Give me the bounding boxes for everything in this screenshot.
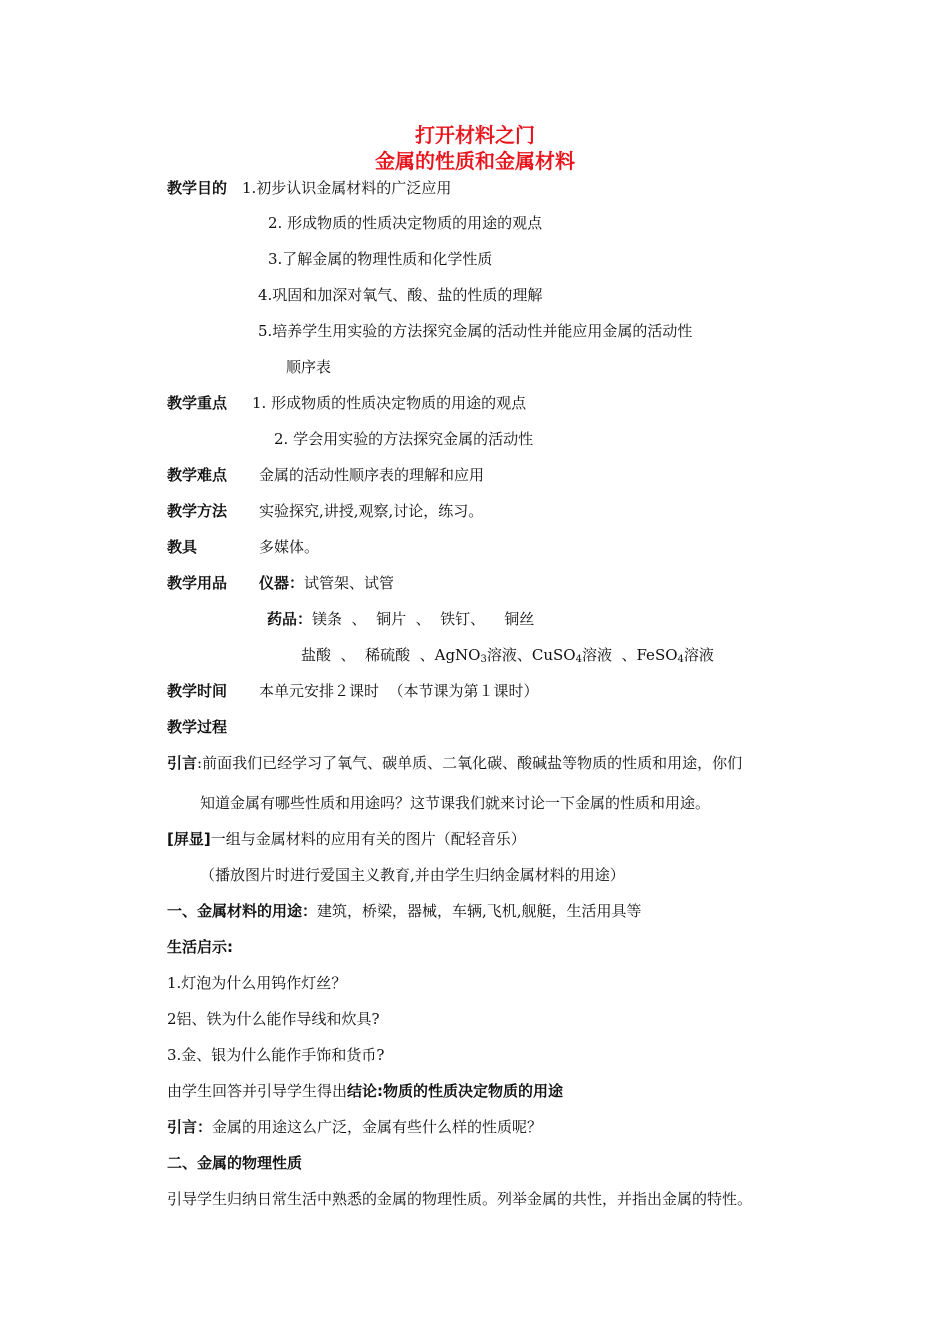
objective-item: 5.培养学生用实验的方法探究金属的活动性并能应用金属的活动性 xyxy=(258,322,693,340)
section-1-heading: 一、金属材料的用途： xyxy=(167,902,318,920)
subscript: 3 xyxy=(480,654,487,665)
document-title: 打开材料之门 xyxy=(415,123,535,147)
life-inspiration-heading: 生活启示: xyxy=(167,938,233,956)
conclusion-prefix: 由学生回答并引导学生得出 xyxy=(167,1082,348,1100)
key-points-label: 教学重点 xyxy=(167,394,228,412)
section-2-heading: 二、金属的物理性质 xyxy=(167,1154,303,1172)
key-point-item: 1. 形成物质的性质决定物质的用途的观点 xyxy=(252,394,527,412)
key-point-item: 2. 学会用实验的方法探究金属的活动性 xyxy=(274,430,534,448)
section-1-line xyxy=(167,901,642,921)
instrument-label: 仪器： xyxy=(259,574,305,592)
objective-item: 4.巩固和加深对氧气、酸、盐的性质的理解 xyxy=(258,286,543,304)
objective-item: 1.初步认识金属材料的广泛应用 xyxy=(242,179,452,197)
reagents-line xyxy=(301,645,714,665)
subscript: 4 xyxy=(575,654,582,665)
section-1-text: 建筑，桥梁，器械，车辆,飞机,舰艇，生活用具等 xyxy=(317,902,642,920)
document-subtitle: 金属的性质和金属材料 xyxy=(375,149,575,173)
reagent-text: 溶液、CuSO xyxy=(486,646,576,664)
chemicals-text: 镁条 、 铜片 、 铁钉、 铜丝 xyxy=(312,610,535,628)
chemicals-line xyxy=(267,609,534,629)
intro-2-text: 金属的用途这么广泛，金属有些什么样的性质呢？ xyxy=(212,1118,543,1136)
objectives-label: 教学目的 xyxy=(167,179,228,197)
chemicals-label: 药品： xyxy=(267,610,313,628)
intro-text: :前面我们已经学习了氧气、碳单质、二氧化碳、酸碱盐等物质的性质和用途，你们 xyxy=(197,754,743,772)
intro-label: 引言 xyxy=(167,754,198,772)
intro-2-line xyxy=(167,1117,542,1137)
tools-label: 教具 xyxy=(167,538,198,556)
intro-continuation: 知道金属有哪些性质和用途吗？这节课我们就来讨论一下金属的性质和用途。 xyxy=(200,794,711,812)
intro-paragraph-line xyxy=(167,753,742,773)
reagent-text: 溶液 、FeSO xyxy=(581,646,678,664)
screen-text: 一组与金属材料的应用有关的图片（配轻音乐） xyxy=(210,830,526,848)
difficulty-label: 教学难点 xyxy=(167,466,228,484)
intro-2-label: 引言： xyxy=(167,1118,213,1136)
time-label: 教学时间 xyxy=(167,682,228,700)
conclusion-line xyxy=(167,1081,563,1101)
subscript: 4 xyxy=(677,654,684,665)
method-label: 教学方法 xyxy=(167,502,228,520)
difficulty-text: 金属的活动性顺序表的理解和应用 xyxy=(259,466,485,484)
conclusion-text: 结论:物质的性质决定物质的用途 xyxy=(347,1082,564,1100)
supplies-label: 教学用品 xyxy=(167,574,228,592)
question-item: 2铝、铁为什么能作导线和炊具? xyxy=(167,1010,380,1028)
question-item: 3.金、银为什么能作手饰和货币? xyxy=(167,1046,385,1064)
closing-paragraph: 引导学生归纳日常生活中熟悉的金属的物理性质。列举金属的共性，并指出金属的特性。 xyxy=(167,1190,753,1208)
screen-label: [屏显] xyxy=(167,830,211,848)
instrument-text: 试管架、试管 xyxy=(304,574,395,592)
question-item: 1.灯泡为什么用钨作灯丝？ xyxy=(167,974,347,992)
reagent-text: 溶液 xyxy=(683,646,714,664)
note-text: （播放图片时进行爱国主义教育,并由学生归纳金属材料的用途） xyxy=(200,866,625,884)
screen-line xyxy=(167,829,526,849)
method-text: 实验探究,讲授,观察,讨论，练习。 xyxy=(259,502,484,520)
instrument-line xyxy=(259,573,394,593)
objective-item: 2. 形成物质的性质决定物质的用途的观点 xyxy=(268,214,543,232)
objective-item: 3.了解金属的物理性质和化学性质 xyxy=(268,250,493,268)
objective-item: 顺序表 xyxy=(286,358,332,376)
time-text: 本单元安排２课时 （本节课为第１课时） xyxy=(259,682,539,700)
tools-text: 多媒体。 xyxy=(259,538,320,556)
reagent-text: 盐酸 、 稀硫酸 、AgNO xyxy=(301,646,481,664)
process-label: 教学过程 xyxy=(167,718,228,736)
